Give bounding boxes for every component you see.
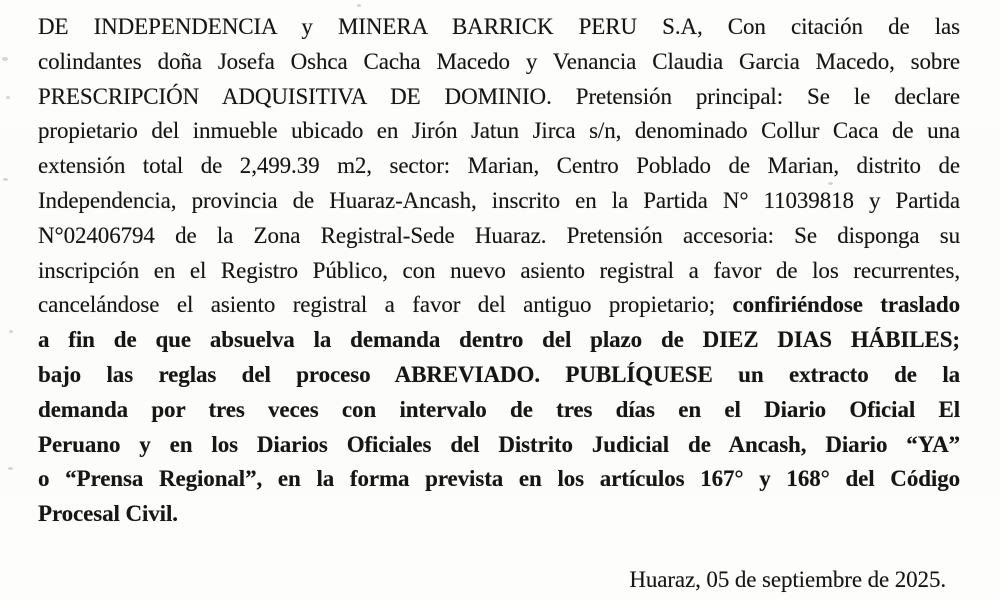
dateline: Huaraz, 05 de septiembre de 2025. [629,566,946,592]
text-segment: un extracto de la [738,361,961,387]
text-segment-bold: a fin de que absuelva la demanda dentro del plazo de DIEZ DIAS HÁBILES; [38,327,960,353]
document-line [38,10,960,45]
document-line [38,184,960,219]
scan-artifact [3,178,8,181]
document-line [38,462,960,497]
legal-notice-body [38,10,960,532]
text-segment: N°02406794 de la Zona Registral-Sede Huaraz. Pretensión accesoria: Se disponga su [38,222,960,248]
document-line [38,254,960,289]
text-segment: propietario del inmueble ubicado en Jirón Jatun Jirca s/n, denominado Collur Caca de una [38,118,960,144]
scan-artifact [357,4,361,7]
text-segment-bold: bajo las reglas del proceso ABREVIADO. PUBLÍQUESE [38,361,739,387]
text-segment-bold: confiriéndose traslado [732,292,960,318]
scan-artifact [2,57,8,61]
text-segment: demanda por tres veces con intervalo de tres días en el Diario Oficial El [38,396,960,422]
text-segment: o “Prensa Regional”, en la forma prevista en los artículos 167° y 168° del Código [38,466,960,492]
text-segment: inscripción en el Registro Público, con nuevo asiento registral a favor de los recurrentes, [38,257,960,283]
document-line [38,393,960,428]
scan-artifact [9,330,13,333]
document-line [38,219,960,254]
text-segment: extensión total de 2,499.39 m2, sector: Marian, Centro Poblado de Marian, distrito de [38,153,960,179]
text-segment: colindantes doña Josefa Oshca Cacha Macedo y Venancia Claudia Garcia Macedo, sobre [38,48,960,74]
document-line [38,288,960,323]
document-line [38,428,960,463]
text-segment: DE INDEPENDENCIA y MINERA BARRICK PERU S.A, Con citación de las [38,14,960,39]
text-segment: cancelándose el asiento registral a favor del antiguo propietario; [38,292,733,318]
document-line [38,497,960,532]
text-segment: Peruano y en los Diarios Oficiales del Distrito Judicial de Ancash, Diario “YA” [38,431,960,457]
scan-artifact [8,467,13,470]
document-line [38,45,960,80]
document-line [38,114,960,149]
document-line [38,80,960,115]
document-line [38,358,960,393]
document-page [38,10,960,595]
document-line [38,149,960,184]
text-segment: Independencia, provincia de Huaraz-Ancash, inscrito en la Partida N° 11039818 y Partida [38,187,960,213]
scan-artifact [6,96,10,99]
text-segment: Procesal Civil. [38,501,178,527]
text-segment: PRESCRIPCIÓN ADQUISITIVA DE DOMINIO. Pretensión principal: Se le declare [38,83,960,109]
document-line [38,323,960,358]
